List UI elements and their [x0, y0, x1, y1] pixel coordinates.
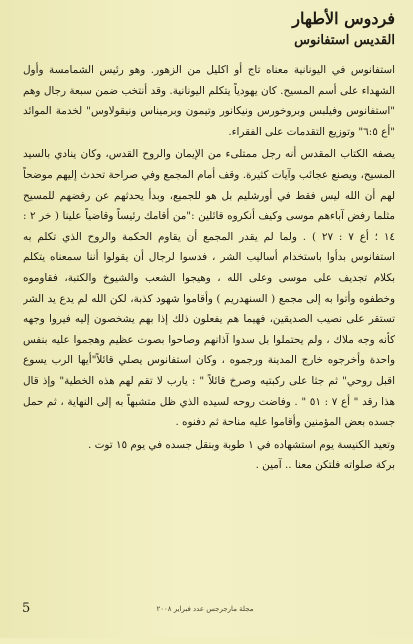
article-header — [23, 8, 395, 51]
paragraph-blessing: بركة صلواته فلتكن معنا .. آمين . — [255, 459, 395, 472]
paragraph-intro: استفانوس في اليونانية معناه تاج أو اكليل من الزهور. وهو رئيس الشمامسة وأول الشهداء على أسم المسيح. كان يهودياً يتكلم اليونانية. وقد أنتخب ضمن سبعة رجال وهم "استفانوس وفيلبس وبروخورس ونيكانور وتيمون وبرميناس ونيقولاوس" لخدمة الموائد "أع ٦:٥" وتوزيع التقدمات على الفقراء. — [23, 64, 395, 138]
article-title: فردوس الأطهار — [292, 9, 395, 28]
paragraph-feast: وتعيد الكنيسة يوم استشهاده في ١ طوبة وبنقل جسده في يوم ١٥ توت . — [88, 438, 395, 451]
footer-text: مجلة مارجرجس عدد فبراير ٢٠٠٨ — [156, 605, 254, 613]
article-body — [23, 60, 395, 590]
paragraph-story: يصفه الكتاب المقدس أنه رجل ممتلىء من الإيمان والروح القدس، وكان ينادي بالسيد المسيح، ويصنع عجائب وآيات كثيرة. وقف أمام المجمع وفي صراحة تحدث إليهم موضحاً لهم أن الله ليس فقط في أورشليم بل هو للجميع، وبدأ يحدثهم عن رفضهم للمسيح مثلما رفض آباءهم موسى وكيف أنكروه قائلين :"من أقامك رئيساً وقاضياً علينا ( خر ٢ : ١٤ ؛ أع ٧ : ٢٧ ) . ولما لم يقدر المجمع أن يقاوم الحكمة والروح الذي تكلم به استفانوس بدأوا باستخدام أساليب الشر ، فدسوا لرجال أن يقولوا أننا سمعناه يتكلم بكلام تجديف على موسى وعلى الله ، وهيجوا الشعب والشيوخ والكتبة، فقاوموه وخطفوه وأتوا به إلى مجمع ( السنهدريم ) وأقاموا شهود كذبة، لكن الله لم يدع يد الشر تستقر على نصيب الصديقين، فهيما هم يفعلون ذلك إذا بهم يشخصون إليه فيروا وجهه كأنه وجه ملاك ، ولم يحتملوا بل سدوا آذانهم وصاحوا بصوت عظيم وهجموا عليه بنفس واحدة وأخرجوه خارج المدينة ورجموه ، وكان استفانوس يصلي قائلاً"أيها الرب يسوع اقبل روحي" ثم جثا على ركبتيه وصرخ قائلاً " : يارب لا تقم لهم هذه الخطية" وإذ قال هذا رقد " أع ٧ : ٥١ " . وفاضت روحه لسيده الذي ظل متشبهاً به إلى النهاية ، ثم حمل جسده بعض المؤمنين وأقاموا عليه مناحة ثم دفنوه . — [23, 148, 395, 429]
article-subtitle: القديس استفانوس — [294, 33, 395, 48]
page-number: 5 — [22, 601, 31, 616]
